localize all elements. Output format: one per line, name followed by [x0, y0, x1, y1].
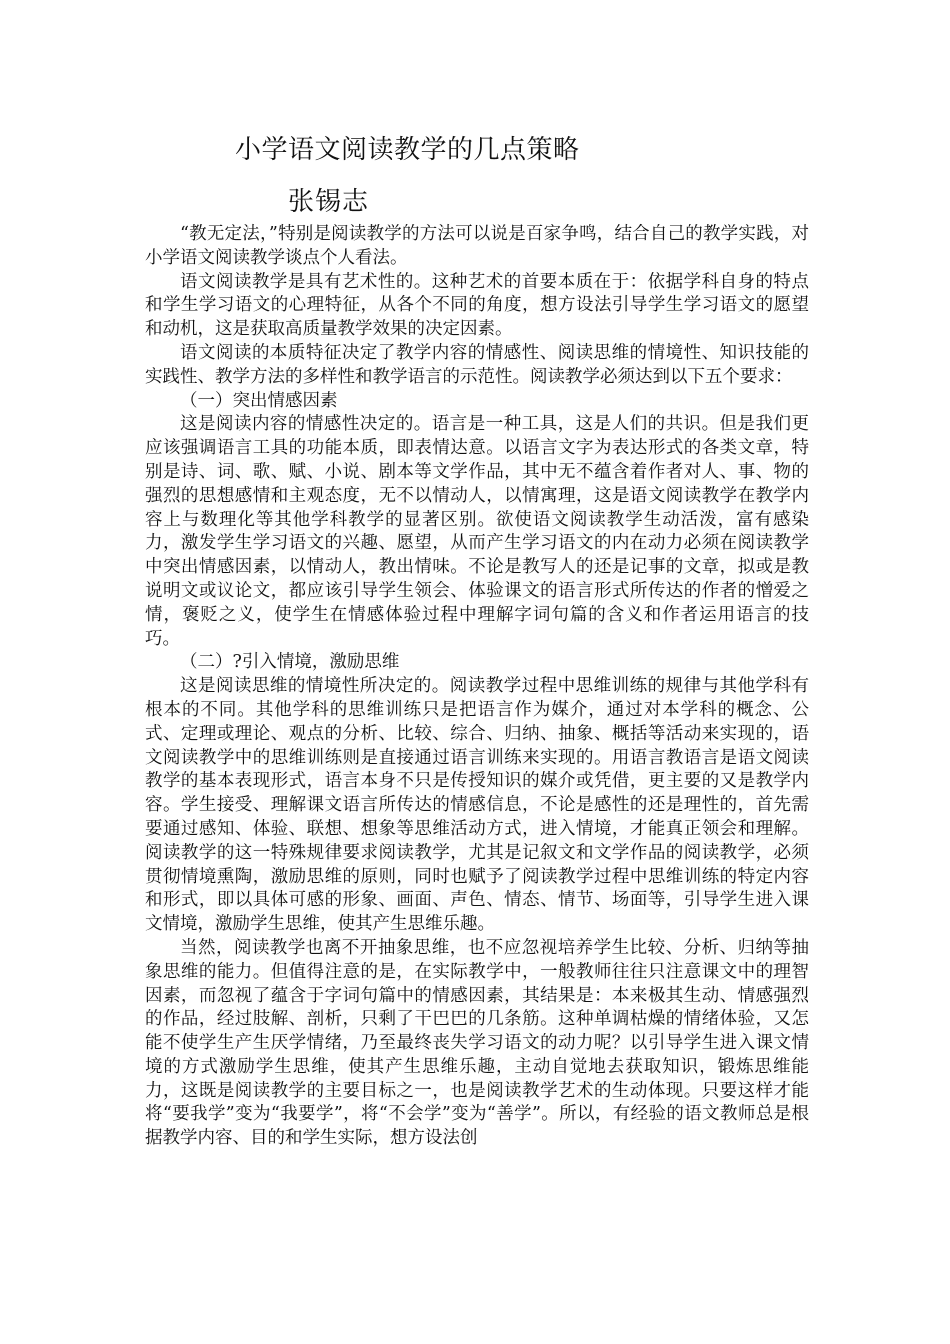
section-heading: （一）突出情感因素	[180, 390, 338, 411]
document-author: 张锡志	[288, 187, 370, 217]
document-body	[145, 223, 809, 1151]
paragraph: 当然，阅读教学也离不开抽象思维，也不应忽视培养学生比较、分析、归纳等抽象思维的能力。但值得注意的是，在实际教学中，一般教师往往只注意课文中的理智因素，而忽视了蕴含于字词句篇中的情感因素，其结果是：本来极其生动、情感强烈的作品，经过肢解、剖析，只剩了干巴巴的几条筋。这种单调枯燥的情绪体验，又怎能不使学生产生厌学情绪，乃至最终丧失学习语文的动力呢？以引导学生进入课文情境的方式激励学生思维，使其产生思维乐趣，主动自觉地去获取知识，锻炼思维能力，这既是阅读教学的主要目标之一，也是阅读教学艺术的生动体现。只要这样才能将“要我学”变为“我要学”，将“不会学”变为“善学”。所以，有经验的语文教师总是根据教学内容、目的和学生实际，想方设法创	[145, 937, 809, 1149]
paragraph: 语文阅读的本质特征决定了教学内容的情感性、阅读思维的情境性、知识技能的实践性、教学方法的多样性和教学语言的示范性。阅读教学必须达到以下五个要求：	[145, 342, 809, 387]
section-heading: （二）?引入情境，激励思维	[180, 652, 400, 673]
paragraph: 语文阅读教学是具有艺术性的。这种艺术的首要本质在于：依据学科自身的特点和学生学习语文的心理特征，从各个不同的角度，想方设法引导学生学习语文的愿望和动机，这是获取高质量教学效果的决定因素。	[145, 271, 809, 340]
paragraph: 这是阅读内容的情感性决定的。语言是一种工具，这是人们的共识。但是我们更应该强调语言工具的功能本质，即表情达意。以语言文字为表达形式的各类文章，特别是诗、词、歌、赋、小说、剧本等文学作品，其中无不蕴含着作者对人、事、物的强烈的思想感情和主观态度，无不以情动人，以情寓理，这是语文阅读教学在教学内容上与数理化等其他学科教学的显著区别。欲使语文阅读教学生动活泼，富有感染力，激发学生学习语文的兴趣、愿望，从而产生学习语文的内在动力必须在阅读教学中突出情感因素，以情动人，教出情味。不论是教写人的还是记事的文章，拟或是教说明文或议论文，都应该引导学生领会、体验课文的语言形式所传达的作者的憎爱之情，褒贬之义，使学生在情感体验过程中理解字词句篇的含义和作者运用语言的技巧。	[145, 414, 809, 649]
paragraph: “教无定法，”特别是阅读教学的方法可以说是百家争鸣，结合自己的教学实践，对小学语文阅读教学谈点个人看法。	[145, 224, 809, 268]
document-title: 小学语文阅读教学的几点策略	[235, 135, 580, 165]
paragraph: 这是阅读思维的情境性所决定的。阅读教学过程中思维训练的规律与其他学科有根本的不同。其他学科的思维训练只是把语言作为媒介，通过对本学科的概念、公式、定理或理论、观点的分析、比较、综合、归纳、抽象、概括等活动来实现的，语文阅读教学中的思维训练则是直接通过语言训练来实现的。用语言教语言是语文阅读教学的基本表现形式，语言本身不只是传授知识的媒介或凭借，更主要的又是教学内容。学生接受、理解课文语言所传达的情感信息，不论是感性的还是理性的，首先需要通过感知、体验、联想、想象等思维活动方式，进入情境，才能真正领会和理解。阅读教学的这一特殊规律要求阅读教学，尤其是记叙文和文学作品的阅读教学，必须贯彻情境熏陶，激励思维的原则，同时也赋予了阅读教学过程中思维训练的特定内容和形式，即以具体可感的形象、画面、声色、情态、情节、场面等，引导学生进入课文情境，激励学生思维，使其产生思维乐趣。	[145, 676, 809, 935]
